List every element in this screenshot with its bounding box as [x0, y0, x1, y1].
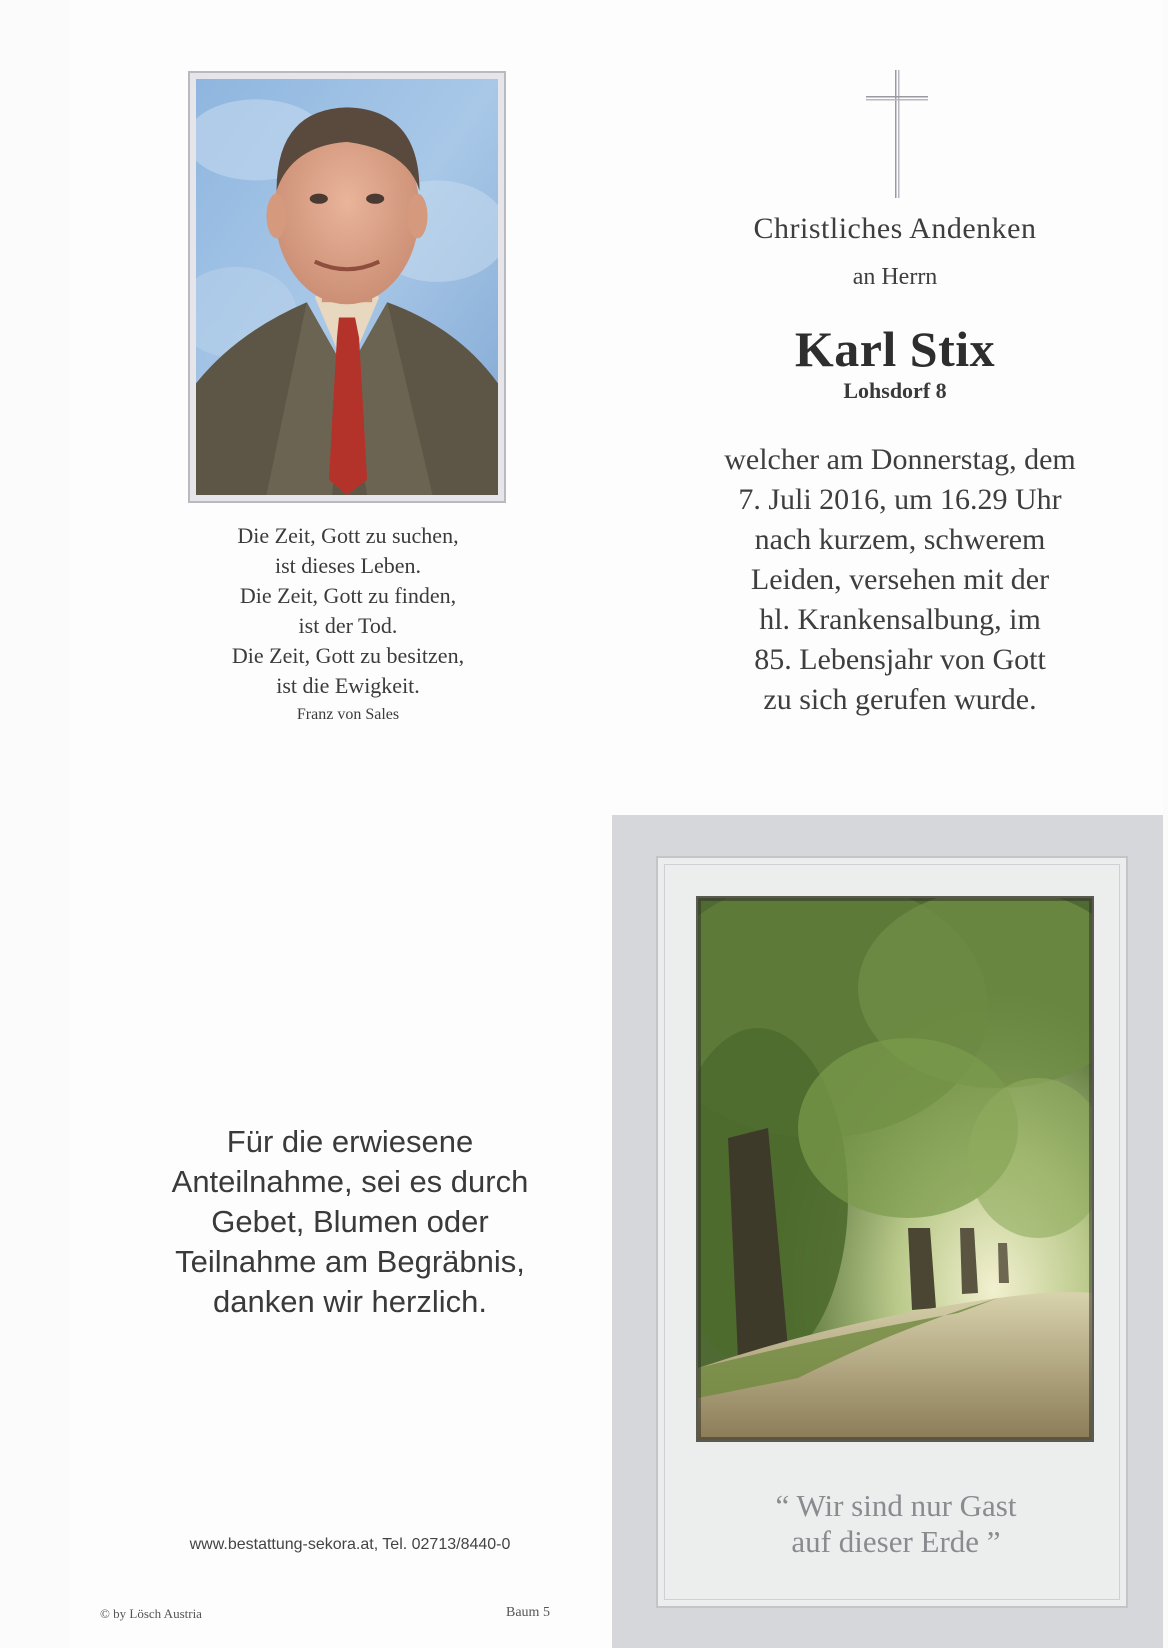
thanks-line: Gebet, Blumen oder	[211, 1204, 489, 1239]
salutation: an Herrn	[852, 264, 938, 290]
death-notice-line: zu sich gerufen wurde.	[763, 683, 1037, 716]
death-notice-line: 85. Lebensjahr von Gott	[754, 643, 1046, 676]
portrait-photo	[196, 79, 498, 495]
portrait-frame	[188, 71, 506, 503]
cross-icon	[866, 70, 928, 198]
deceased-address: Lohsdorf 8	[843, 378, 947, 403]
back-quote-line: auf dieser Erde ”	[791, 1524, 1001, 1559]
thanks-line: Teilnahme am Begräbnis,	[175, 1244, 525, 1279]
poem-quote	[190, 521, 506, 727]
copyright-note: © by Lösch Austria	[100, 1606, 202, 1621]
back-quote-line: “ Wir sind nur Gast	[775, 1488, 1017, 1523]
poem-line: ist der Tod.	[298, 613, 398, 638]
poem-line: Die Zeit, Gott zu suchen,	[237, 523, 459, 548]
funeral-home-contact: www.bestattung-sekora.at, Tel. 02713/8440-0	[189, 1536, 511, 1553]
death-notice	[680, 440, 1120, 720]
death-notice-line: 7. Juli 2016, um 16.29 Uhr	[738, 483, 1062, 516]
thanks-line: Für die erwiesene	[226, 1124, 474, 1159]
poem-line: Die Zeit, Gott zu finden,	[239, 583, 457, 608]
death-notice-line: welcher am Donnerstag, dem	[724, 443, 1076, 476]
poem-author: Franz von Sales	[296, 706, 400, 723]
thanks-message	[130, 1122, 570, 1322]
death-notice-line: hl. Krankensalbung, im	[759, 603, 1041, 636]
back-cover-quote	[700, 1488, 1092, 1560]
death-notice-line: nach kurzem, schwerem	[754, 523, 1046, 556]
death-notice-line: Leiden, versehen mit der	[750, 563, 1050, 596]
poem-line: Die Zeit, Gott zu besitzen,	[231, 643, 465, 668]
thanks-line: danken wir herzlich.	[213, 1284, 487, 1319]
deceased-name: Karl Stix	[794, 321, 996, 377]
poem-line: ist dieses Leben.	[274, 553, 422, 578]
thanks-line: Anteilnahme, sei es durch	[171, 1164, 529, 1199]
poem-line: ist die Ewigkeit.	[276, 673, 420, 698]
tree-avenue-photo	[696, 896, 1094, 1442]
memorial-title: Christliches Andenken	[753, 212, 1037, 245]
design-name: Baum 5	[506, 1605, 550, 1620]
